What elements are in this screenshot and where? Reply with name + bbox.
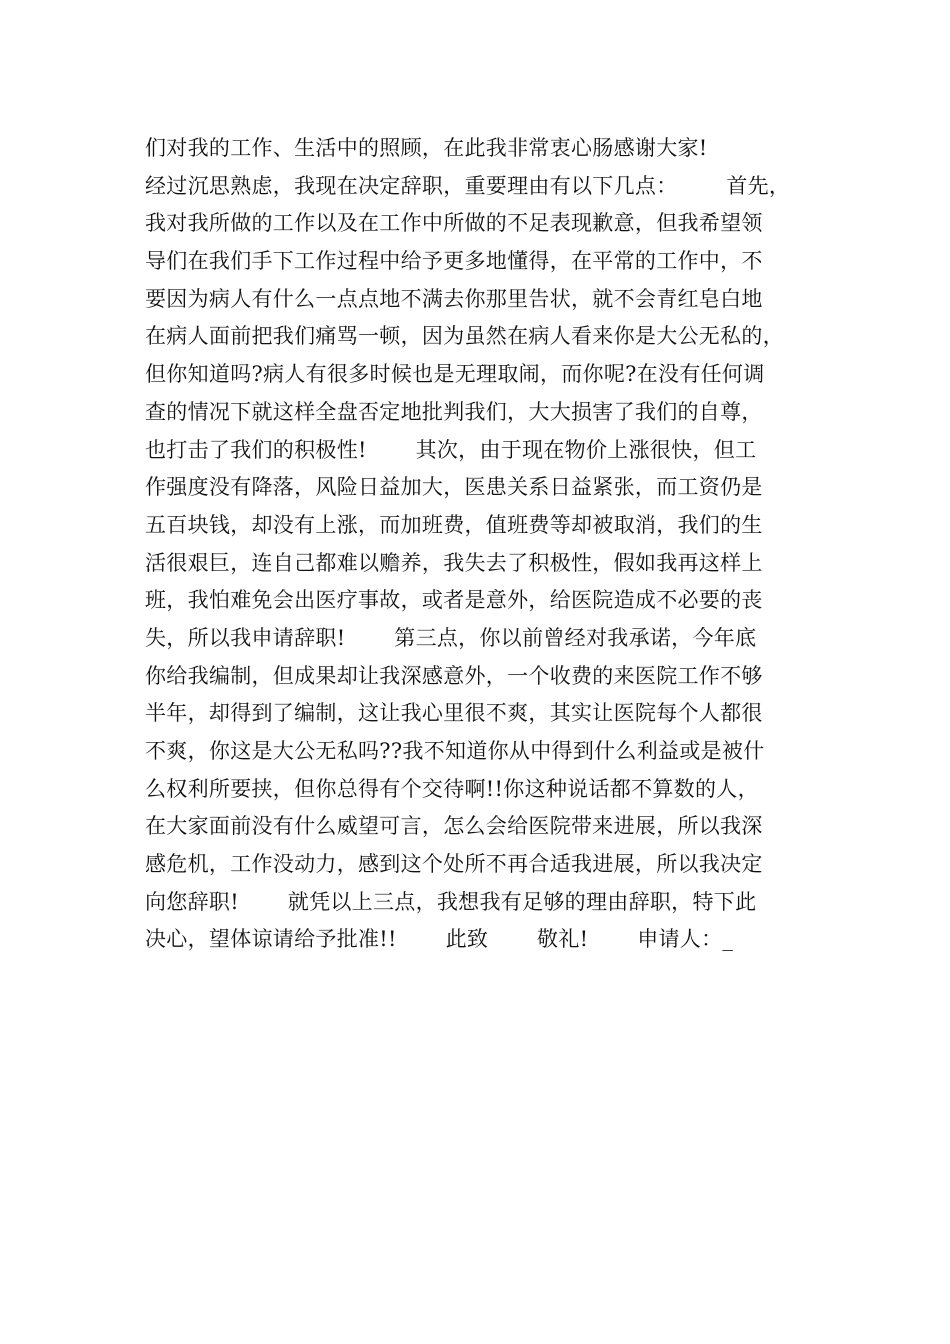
text-line: 么权利所要挟，但你总得有个交待啊!!你这种说话都不算数的人， — [145, 776, 759, 801]
text-line: 查的情况下就这样全盘否定地批判我们，大大损害了我们的自尊， — [145, 399, 763, 424]
text-line: 经过沉思熟虑，我现在决定辞职，重要理由有以下几点： 首先， — [145, 173, 791, 198]
text-line: 在大家面前没有什么威望可言，怎么会给医院带来进展，所以我深 — [145, 814, 763, 839]
text-line: 半年，却得到了编制，这让我心里很不爽，其实让医院每个人都很 — [145, 701, 763, 726]
text-line: 要因为病人有什么一点点地不满去你那里告状，就不会青红皂白地 — [145, 286, 763, 311]
letter-body — [145, 130, 845, 959]
text-line: 但你知道吗?病人有很多时候也是无理取闹，而你呢?在没有任何调 — [145, 362, 765, 387]
text-line: 五百块钱，却没有上涨，而加班费，值班费等却被取消，我们的生 — [145, 512, 763, 537]
text-line: 班，我怕难免会出医疗事故，或者是意外，给医院造成不必要的丧 — [145, 588, 763, 613]
text-line: 也打击了我们的积极性! 其次，由于现在物价上涨很快，但工 — [145, 437, 757, 462]
text-line: 失，所以我申请辞职! 第三点，你以前曾经对我承诺，今年底 — [145, 625, 757, 650]
text-line: 活很艰巨，连自己都难以赡养，我失去了积极性，假如我再这样上 — [145, 550, 763, 575]
text-line: 决心，望体谅请给予批准!! 此致 敬礼! 申请人：_ — [145, 927, 734, 952]
text-line: 向您辞职! 就凭以上三点，我想我有足够的理由辞职，特下此 — [145, 889, 757, 914]
text-line: 在病人面前把我们痛骂一顿，因为虽然在病人看来你是大公无私的， — [145, 324, 784, 349]
text-line: 作强度没有降落，风险日益加大，医患关系日益紧张，而工资仍是 — [145, 475, 763, 500]
text-line: 不爽，你这是大公无私吗??我不知道你从中得到什么利益或是被什 — [145, 739, 765, 763]
text-line: 你给我编制，但成果却让我深感意外，一个收费的来医院工作不够 — [145, 663, 763, 688]
text-line: 们对我的工作、生活中的照顾，在此我非常衷心肠感谢大家! — [145, 136, 708, 160]
text-line: 感危机，工作没动力，感到这个处所不再合适我进展，所以我决定 — [145, 852, 763, 877]
text-line: 我对我所做的工作以及在工作中所做的不足表现歉意，但我希望领 — [145, 211, 763, 236]
text-line: 导们在我们手下工作过程中给予更多地懂得，在平常的工作中，不 — [145, 249, 763, 274]
